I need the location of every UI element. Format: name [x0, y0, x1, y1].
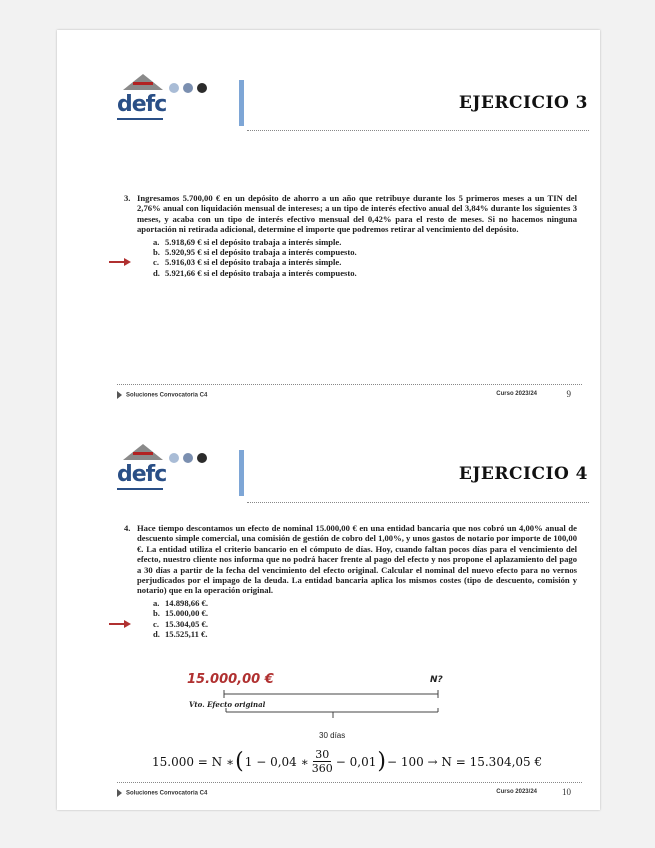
header-dots — [169, 83, 207, 93]
header-accent-bar — [239, 80, 244, 126]
document-sheet — [57, 30, 600, 810]
dot-icon — [197, 453, 207, 463]
footer-triangle-icon — [117, 789, 122, 797]
footer-triangle-icon — [117, 391, 122, 399]
timeline-diagram — [217, 688, 447, 733]
logo-text: defc — [117, 92, 167, 117]
header-accent-bar — [239, 450, 244, 496]
formula-fraction: $\frac{30}{360}$ — [311, 748, 333, 775]
dot-icon — [169, 83, 179, 93]
option-c: c. 15.304,05 €. — [153, 619, 577, 629]
formula-inner-left: 1 − 0,04 ∗ — [244, 754, 309, 769]
options-list — [137, 598, 577, 640]
option-d: d. 5.921,66 € si el depósito trabaja a interés compuesto. — [153, 267, 357, 278]
page-title: EJERCICIO 4 — [458, 464, 588, 484]
footer — [117, 789, 577, 797]
option-c: c. 5.916,03 € si el depósito trabaja a interés simple. — [153, 257, 577, 267]
footer-label: Soluciones Convocatoria C4 — [126, 392, 208, 399]
question-block — [124, 193, 577, 278]
option-a: a. 14.898,66 €. — [153, 597, 208, 608]
unknown-nominal: N? — [430, 675, 443, 685]
dot-icon — [183, 453, 193, 463]
dot-icon — [169, 453, 179, 463]
option-a: a. 5.918,69 € si el depósito trabaja a interés simple. — [153, 236, 342, 247]
maturity-label: Vto. Efecto original — [189, 700, 266, 709]
defc-logo — [115, 442, 175, 494]
defc-logo — [115, 72, 175, 124]
dot-icon — [197, 83, 207, 93]
page-9 — [57, 30, 600, 410]
page-number: 10 — [562, 787, 571, 797]
option-b: b. 15.000,00 €. — [153, 608, 208, 619]
footer-divider — [117, 782, 582, 783]
formula-inner-right: − 0,01 — [335, 754, 377, 769]
header-dots — [169, 453, 207, 463]
page-title: EJERCICIO 3 — [458, 93, 588, 113]
question-text: Hace tiempo descontamos un efecto de nominal 15.000,00 € en una entidad bancaria que nos cobró un 4,00% anual de descuento simple comercial, una comisión de gestión de cobro del 1,00%, y unos gastos de notario por importe de 100,00 €. La entidad utiliza el criterio bancario en el cómputo de días. Hoy, cuando faltan pocos días para el vencimiento del efecto, nuestro cliente nos informa que no podrá hacer frente al pago del efecto y nos propone el aplazamiento del pago a 30 días a partir de la fecha del vencimiento del efecto original. Calcular el nominal del nuevo efecto para no vernos perjudicados por el impago de la deuda. La entidad bancaria aplica los mismos costes (tipo de descuento, comisión y notario) que en la operación original. — [137, 523, 577, 596]
options-list — [137, 237, 577, 279]
question-number: 4. — [124, 523, 131, 533]
option-d: d. 15.525,11 €. — [153, 629, 208, 640]
nominal-amount: 15.000,00 € — [187, 672, 274, 687]
page-10 — [57, 430, 600, 810]
solution-formula: 15.000 = N ∗ ( 1 − 0,04 ∗ $\frac{30}{360}$ − 0,01 ) − 100 → N = 15.304,05 € — [152, 748, 543, 775]
footer-course: Curso 2023/24 — [496, 789, 537, 795]
header-divider — [247, 130, 589, 131]
footer-label: Soluciones Convocatoria C4 — [126, 790, 208, 797]
formula-right: − 100 → N = 15.304,05 € — [386, 754, 543, 769]
option-b: b. 5.920,95 € si el depósito trabaja a interés compuesto. — [153, 247, 357, 258]
days-label: 30 días — [319, 731, 346, 740]
answer-arrow-icon — [109, 258, 131, 266]
footer-divider — [117, 384, 582, 385]
footer — [117, 391, 577, 399]
question-block — [124, 523, 577, 640]
header-divider — [247, 502, 589, 503]
dot-icon — [183, 83, 193, 93]
logo-text: defc — [117, 462, 167, 487]
question-text: Ingresamos 5.700,00 € en un depósito de ahorro a un año que retribuye durante los 5 primeros meses a un TIN del 2,76% anual con liquidación mensual de intereses; a un tipo de interés efectivo anual del 3,84% durante los siguientes 3 meses, y acaba con un tipo de interés efectivo mensual del 0,42% para el resto de meses. Si no hacemos ninguna aportación ni retirada adicional, determine el importe que podremos retirar al vencimiento del depósito. — [137, 193, 577, 235]
page-number: 9 — [566, 389, 571, 399]
footer-course: Curso 2023/24 — [496, 391, 537, 397]
question-number: 3. — [124, 193, 131, 203]
formula-left: 15.000 = N ∗ — [152, 754, 235, 769]
answer-arrow-icon — [109, 620, 131, 628]
